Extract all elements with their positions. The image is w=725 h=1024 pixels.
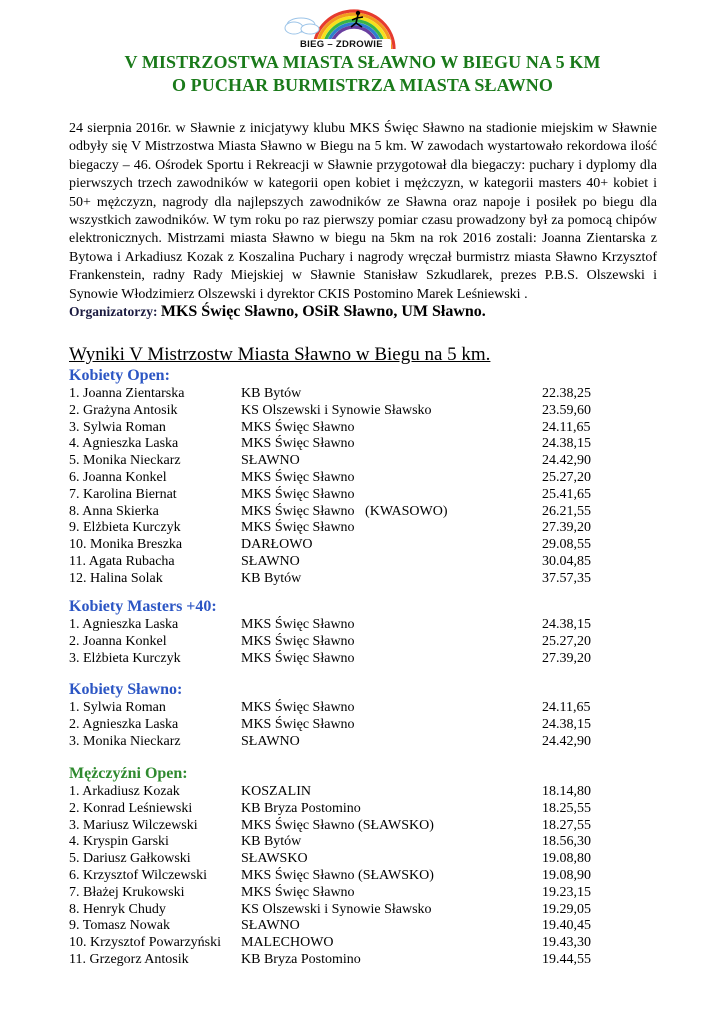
result-name: 1. Joanna Zientarska — [69, 386, 185, 401]
result-name: 1. Sylwia Roman — [69, 700, 166, 715]
result-club: MKS Święc Sławno — [241, 419, 355, 435]
result-time: 25.27,20 — [542, 469, 591, 485]
result-time: 24.11,65 — [542, 700, 591, 715]
result-name: 5. Dariusz Gałkowski — [69, 851, 191, 867]
result-row — [69, 801, 629, 818]
result-row — [69, 717, 629, 734]
result-time: 19.43,30 — [542, 935, 591, 951]
result-club: KB Bryza Postomino — [241, 800, 361, 816]
section-heading: Kobiety Masters +40: — [69, 598, 217, 615]
result-row — [69, 617, 629, 634]
result-row — [69, 436, 629, 453]
result-name: 7. Błażej Krukowski — [69, 884, 185, 900]
result-name: 1. Arkadiusz Kozak — [69, 784, 180, 799]
result-row — [69, 403, 629, 420]
result-time: 29.08,55 — [542, 537, 591, 553]
result-row — [69, 554, 629, 571]
result-row — [69, 420, 629, 437]
result-name: 2. Joanna Konkel — [69, 633, 167, 649]
result-club: MKS Święc Sławno — [241, 650, 355, 666]
result-club: MKS Święc Sławno (SŁAWSKO) — [241, 867, 434, 883]
result-name: 8. Anna Skierka — [69, 503, 159, 519]
results-section — [69, 366, 629, 588]
results-section — [69, 597, 629, 667]
result-name: 8. Henryk Chudy — [69, 901, 166, 917]
result-row — [69, 818, 629, 835]
result-row — [69, 885, 629, 902]
result-time: 30.04,85 — [542, 553, 591, 569]
bieg-zdrowie-logo — [276, 3, 406, 55]
result-club: MKS Święc Sławno — [241, 884, 355, 900]
result-row — [69, 571, 629, 588]
result-time: 24.38,15 — [542, 617, 591, 632]
result-row — [69, 651, 629, 668]
result-club: SŁAWNO — [241, 918, 300, 934]
result-club: KS Olszewski i Synowie Sławsko — [241, 402, 432, 418]
result-club: MKS Święc Sławno — [241, 633, 355, 649]
result-club: MKS Święc Sławno (SŁAWSKO) — [241, 817, 434, 833]
result-name: 4. Agnieszka Laska — [69, 436, 179, 452]
result-row — [69, 935, 629, 952]
result-name: 10. Krzysztof Powarzyński — [69, 935, 222, 951]
result-name: 6. Krzysztof Wilczewski — [69, 867, 207, 883]
result-club: KOSZALIN — [241, 784, 311, 799]
title-line-1: V MISTRZOSTWA MIASTA SŁAWNO W BIEGU NA 5 KM — [124, 52, 601, 72]
result-time: 19.40,45 — [542, 918, 591, 934]
result-row — [69, 470, 629, 487]
section-heading: Kobiety Sławno: — [69, 681, 183, 698]
result-row — [69, 487, 629, 504]
result-row — [69, 504, 629, 521]
results-section — [69, 680, 629, 750]
result-time: 24.11,65 — [542, 419, 591, 435]
result-name: 10. Monika Breszka — [69, 537, 183, 553]
result-club: KB Bryza Postomino — [241, 951, 361, 967]
result-row — [69, 634, 629, 651]
result-time: 26.21,55 — [542, 503, 591, 519]
result-time: 24.42,90 — [542, 453, 591, 469]
result-name: 3. Monika Nieckarz — [69, 733, 181, 749]
result-time: 23.59,60 — [542, 402, 591, 418]
result-row — [69, 700, 629, 717]
result-row — [69, 952, 629, 969]
result-club: MALECHOWO — [241, 935, 334, 951]
result-row — [69, 851, 629, 868]
result-row — [69, 734, 629, 751]
result-club: MKS Święc Sławno — [241, 700, 355, 715]
result-club: MKS Święc Sławno — [241, 469, 355, 485]
result-name: 9. Elżbieta Kurczyk — [69, 520, 181, 536]
result-time: 27.39,20 — [542, 520, 591, 536]
result-club: KS Olszewski i Synowie Sławsko — [241, 901, 432, 917]
result-name: 3. Mariusz Wilczewski — [69, 817, 198, 833]
result-name: 11. Agata Rubacha — [69, 553, 175, 569]
result-name: 3. Sylwia Roman — [69, 419, 166, 435]
results-section — [69, 764, 629, 969]
result-name: 5. Monika Nieckarz — [69, 453, 181, 469]
result-name: 11. Grzegorz Antosik — [69, 951, 189, 967]
result-name: 12. Halina Solak — [69, 570, 163, 586]
organizers-label: Organizatorzy: — [69, 304, 158, 319]
result-club: MKS Święc Sławno — [241, 716, 355, 732]
result-time: 18.27,55 — [542, 817, 591, 833]
result-name: 9. Tomasz Nowak — [69, 918, 171, 934]
organizers-line — [69, 303, 486, 321]
result-time: 27.39,20 — [542, 650, 591, 666]
result-club: KB Bytów — [241, 570, 302, 586]
result-name: 6. Joanna Konkel — [69, 469, 167, 485]
result-row — [69, 784, 629, 801]
result-club: KB Bytów — [241, 386, 302, 401]
result-time: 19.23,15 — [542, 884, 591, 900]
result-club: MKS Święc Sławno (KWASOWO) — [241, 503, 448, 519]
result-name: 2. Agnieszka Laska — [69, 716, 179, 732]
result-club: MKS Święc Sławno — [241, 520, 355, 536]
result-name: 3. Elżbieta Kurczyk — [69, 650, 181, 666]
result-time: 24.42,90 — [542, 733, 591, 749]
result-time: 19.44,55 — [542, 951, 591, 967]
result-time: 25.41,65 — [542, 486, 591, 502]
section-heading: Mężczyźni Open: — [69, 765, 188, 782]
result-row — [69, 868, 629, 885]
result-time: 19.08,90 — [542, 867, 591, 883]
result-time: 25.27,20 — [542, 633, 591, 649]
result-club: SŁAWNO — [241, 553, 300, 569]
result-time: 18.14,80 — [542, 784, 591, 799]
result-time: 24.38,15 — [542, 436, 591, 452]
result-time: 24.38,15 — [542, 716, 591, 732]
result-row — [69, 453, 629, 470]
result-row — [69, 902, 629, 919]
result-club: SŁAWSKO — [241, 851, 308, 867]
section-heading: Kobiety Open: — [69, 367, 170, 384]
result-club: MKS Święc Sławno — [241, 486, 355, 502]
result-row — [69, 918, 629, 935]
result-club: SŁAWNO — [241, 453, 300, 469]
result-club: DARŁOWO — [241, 537, 313, 553]
title-line-2: O PUCHAR BURMISTRZA MIASTA SŁAWNO — [171, 75, 554, 95]
logo-text: BIEG – ZDROWIE — [300, 39, 383, 50]
intro-paragraph: 24 sierpnia 2016r. w Sławnie z inicjatywy klubu MKS Święc Sławno na stadionie miejskim w Sławnie odbyły się V Mistrzostwa Miasta Sławno w Biegu na 5 km. W zawodach wystartowało rekordowa ilość biegaczy – 46. Ośrodek Sportu i Rekreacji w Sławnie przygotował dla biegaczy: puchary i dyplomy dla pierwszych trzech zawodników w kategorii open kobiet i mężczyzn, w kategorii masters 40+ kobiet i 50+ mężczyzn, nagrody dla najlepszych zawodników ze Sławna oraz napoje i posiłek po biegu dla wszystkich zawodników. W tym roku po raz pierwszy pomiar czasu prowadzony był za pomocą chipów elektronicznych. Mistrzami miasta Sławno w biegu na 5km na rok 2016 zostali: Joanna Zientarska z Bytowa i Arkadiusz Kozak z Koszalina Puchary i nagrody wręczał burmistrz miasta Sławno Krzysztof Frankenstein, radny Rady Miejskiej w Sławnie Stanisław Szkudlarek, prezes P.B.S. Olszewski i Synowie Włodzimierz Olszewski i dyrektor CKIS Postomino Marek Leśniewski . — [69, 121, 657, 302]
result-name: 4. Kryspin Garski — [69, 834, 169, 850]
result-name: 7. Karolina Biernat — [69, 486, 177, 502]
result-time: 18.56,30 — [542, 834, 591, 850]
result-name: 2. Grażyna Antosik — [69, 402, 178, 418]
result-time: 22.38,25 — [542, 386, 591, 401]
result-name: 1. Agnieszka Laska — [69, 617, 179, 632]
result-time: 37.57,35 — [542, 570, 591, 586]
result-name: 2. Konrad Leśniewski — [69, 800, 193, 816]
result-time: 19.08,80 — [542, 851, 591, 867]
result-time: 18.25,55 — [542, 800, 591, 816]
results-title: Wyniki V Mistrzostw Miasta Sławno w Biegu na 5 km. — [69, 344, 491, 365]
result-club: MKS Święc Sławno — [241, 436, 355, 452]
result-row — [69, 386, 629, 403]
result-club: SŁAWNO — [241, 733, 300, 749]
organizers-value: MKS Święc Sławno, OSiR Sławno, UM Sławno. — [160, 303, 486, 320]
result-row — [69, 537, 629, 554]
result-club: KB Bytów — [241, 834, 302, 850]
result-club: MKS Święc Sławno — [241, 617, 355, 632]
result-time: 19.29,05 — [542, 901, 591, 917]
result-row — [69, 520, 629, 537]
result-row — [69, 834, 629, 851]
